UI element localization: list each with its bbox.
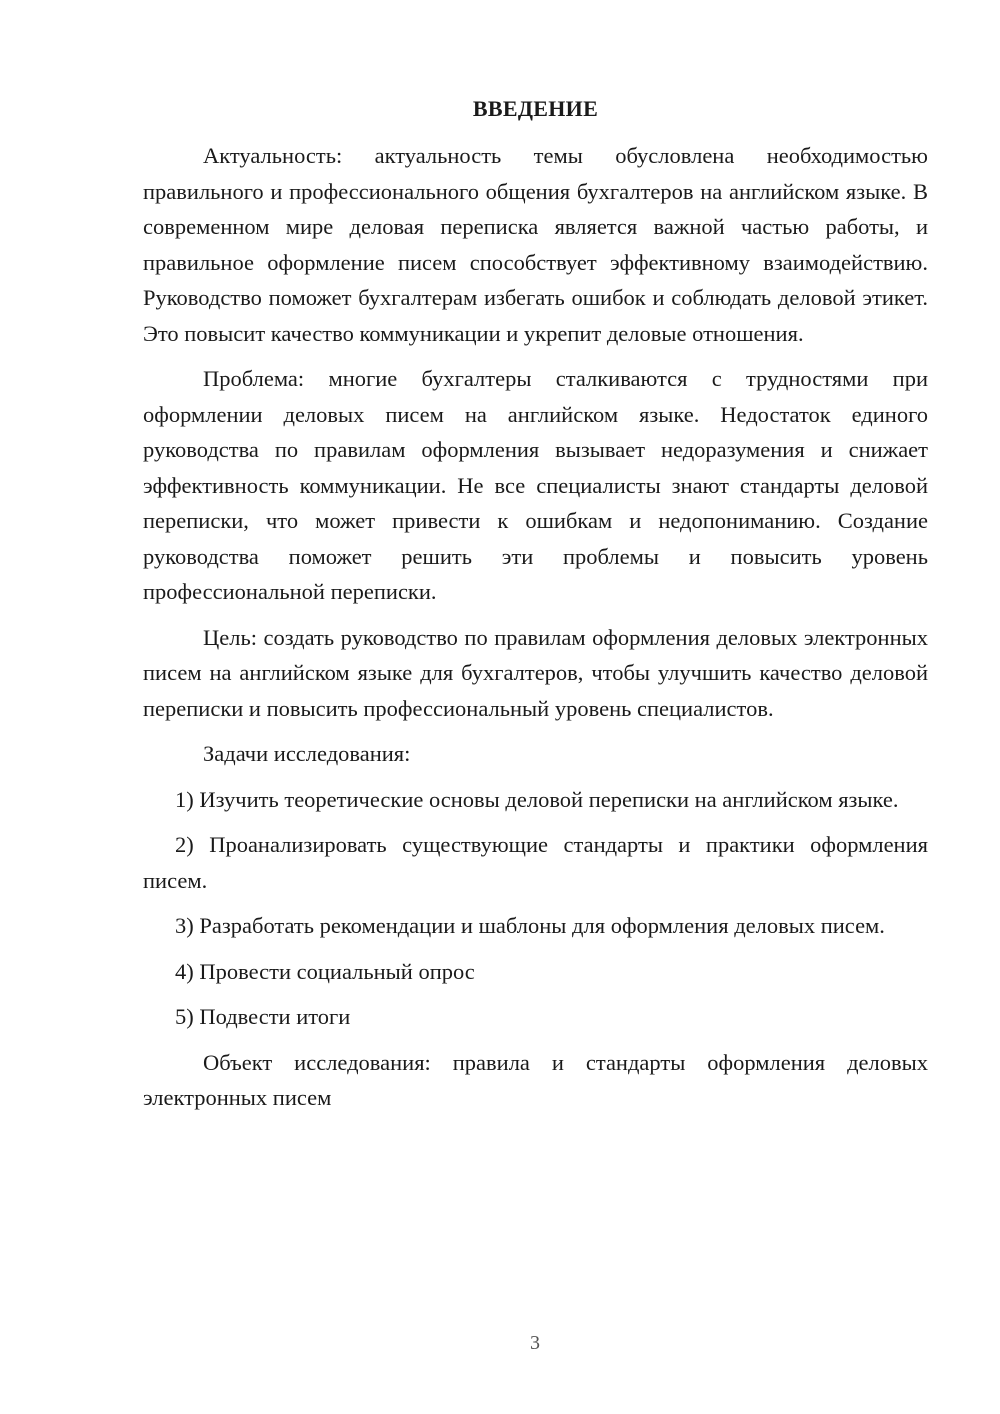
task-item-3: 3) Разработать рекомендации и шаблоны для оформления деловых писем. xyxy=(175,913,885,938)
object-paragraph: Объект исследования: правила и стандарты оформления деловых электронных писем xyxy=(143,1049,928,1110)
problem-paragraph: Проблема: многие бухгалтеры сталкиваются с трудностями при оформлении деловых писем на английском языке. Недостаток единого руководства по правилам оформления вызывает недоразумения и снижает эффективность коммуникации. Не все специалисты знают стандарты деловой переписки, что может привести к ошибкам и недопониманию. Создание руководства поможет решить эти проблемы и повысить уровень профессиональной переписки. xyxy=(143,366,928,604)
relevance-paragraph: Актуальность: актуальность темы обусловлена необходимостью правильного и профессионального общения бухгалтеров на английском языке. В современном мире деловая переписка является важной частью работы, и правильное оформление писем способствует эффективному взаимодействию. Руководство поможет бухгалтерам избегать ошибок и соблюдать деловой этикет. Это повысит качество коммуникации и укрепит деловые отношения. xyxy=(143,143,928,346)
page-number: 3 xyxy=(530,1332,540,1354)
task-item-4: 4) Провести социальный опрос xyxy=(175,958,475,984)
page-heading: ВВЕДЕНИЕ xyxy=(472,96,599,121)
page-content xyxy=(143,94,928,1126)
task-item-1: 1) Изучить теоретические основы деловой переписки на английском языке. xyxy=(175,786,899,812)
task-item-5: 5) Подвести итоги xyxy=(175,1004,351,1029)
tasks-heading: Задачи исследования: xyxy=(203,741,411,766)
goal-paragraph: Цель: создать руководство по правилам оформления деловых электронных писем на английском языке для бухгалтеров, чтобы улучшить качество деловой переписки и повысить профессиональный уровень специалистов. xyxy=(143,624,928,721)
task-item-2: 2) Проанализировать существующие стандарты и практики оформления писем. xyxy=(143,832,928,893)
